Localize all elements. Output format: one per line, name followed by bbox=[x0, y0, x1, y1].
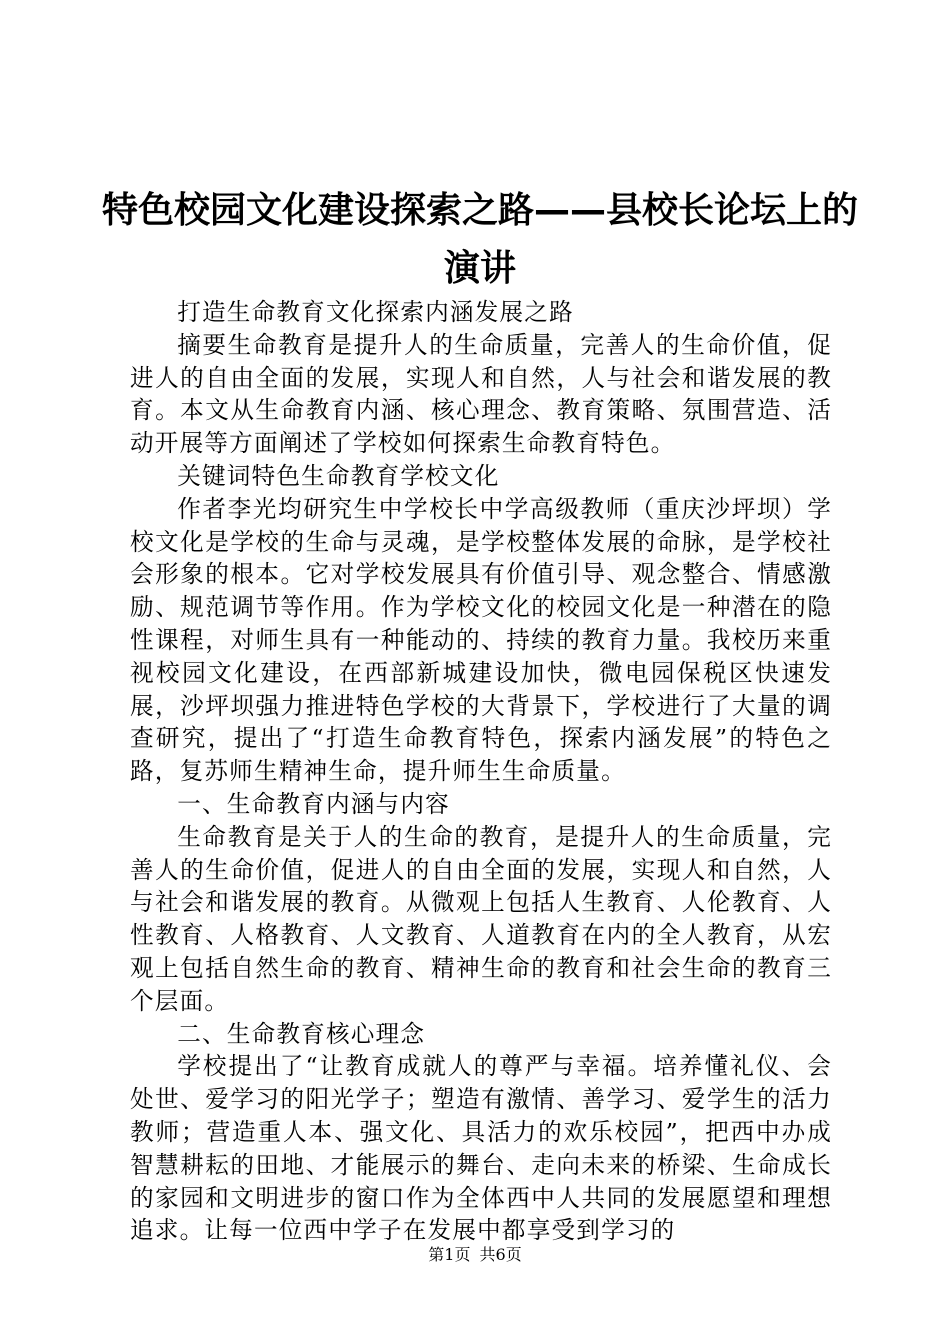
keywords-paragraph: 关键词特色生命教育学校文化 bbox=[177, 461, 500, 490]
section-2-paragraph: 学校提出了“让教育成就人的尊严与幸福。培养懂礼仪、会处世、爱学习的阳光学子；塑造有激情、善学习、爱学生的活力教师；营造重人本、强文化、具活力的欢乐校园”，把西中办成智慧耕耘的田地、才能展示的舞台、走向未来的桥梁、生命成长的家园和文明进步的窗口作为全体西中人共同的发展愿望和理想追求。让每一位西中学子在发展中都享受到学习的 bbox=[130, 1052, 832, 1245]
page-footer bbox=[0, 1245, 950, 1265]
document-body bbox=[130, 296, 832, 1247]
section-heading-2: 二、生命教育核心理念 bbox=[177, 1019, 426, 1048]
abstract-paragraph: 摘要生命教育是提升人的生命质量，完善人的生命价值，促进人的自由全面的发展，实现人和自然，人与社会和谐发展的教育。本文从生命教育内涵、核心理念、教育策略、氛围营造、活动开展等方面阐述了学校如何探索生命教育特色。 bbox=[130, 330, 832, 458]
section-heading-1: 一、生命教育内涵与内容 bbox=[177, 789, 450, 818]
author-paragraph: 作者李光均研究生中学校长中学高级教师（重庆沙坪坝）学校文化是学校的生命与灵魂，是学校整体发展的命脉，是学校社会形象的根本。它对学校发展具有价值引导、观念整合、情感激励、规范调节等作用。作为学校文化的校园文化是一种潜在的隐性课程，对师生具有一种能动的、持续的教育力量。我校历来重视校园文化建设，在西部新城建设加快，微电园保税区快速发展，沙坪坝强力推进特色学校的大背景下，学校进行了大量的调查研究，提出了“打造生命教育特色，探索内涵发展”的特色之路，复苏师生精神生命，提升师生生命质量。 bbox=[130, 494, 832, 786]
section-1-paragraph: 生命教育是关于人的生命的教育，是提升人的生命质量，完善人的生命价值，促进人的自由全面的发展，实现人和自然，人与社会和谐发展的教育。从微观上包括人生教育、人伦教育、人性教育、人格教育、人文教育、人道教育在内的全人教育，从宏观上包括自然生命的教育、精神生命的教育和社会生命的教育三个层面。 bbox=[130, 822, 832, 1015]
subtitle-paragraph: 打造生命教育文化探索内涵发展之路 bbox=[177, 298, 574, 326]
total-pages: 共6页 bbox=[479, 1245, 522, 1264]
document-title: 特色校园文化建设探索之路——县校长论坛上的演讲 bbox=[101, 190, 858, 289]
page-number: 第1页 bbox=[428, 1245, 471, 1264]
